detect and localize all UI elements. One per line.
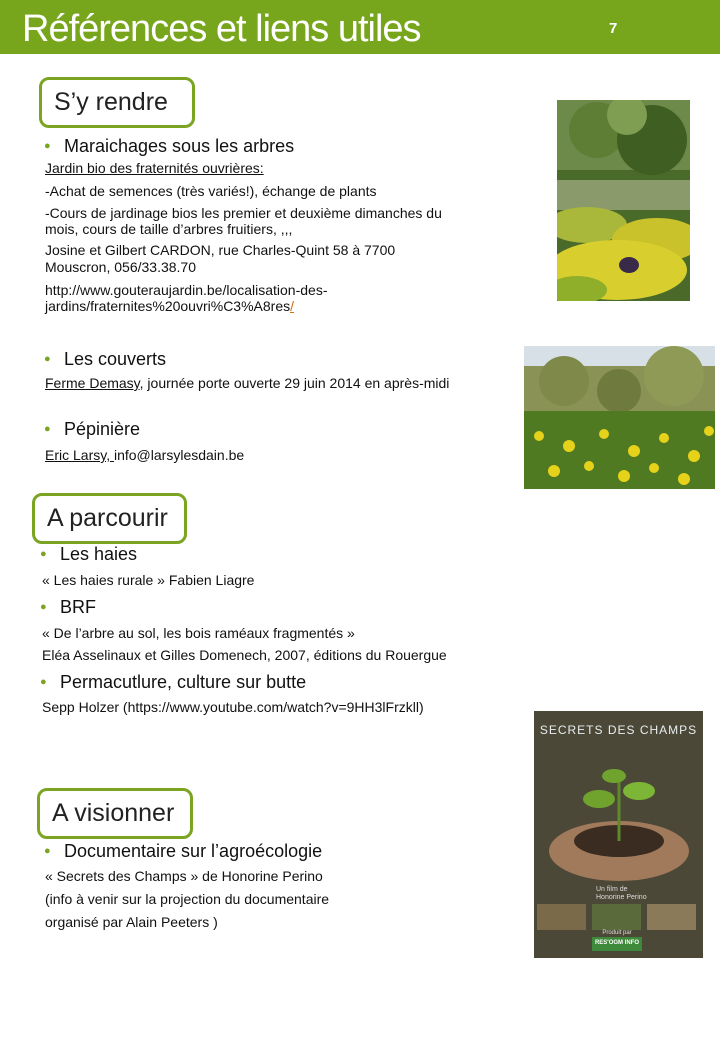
bullet-dot: ● — [44, 353, 51, 365]
url-text[interactable]: jardins/fraternites%20ouvri%C3%A8res — [45, 298, 291, 314]
text-line: mois, cours de taille d’arbres fruitiers, ,,, — [45, 221, 293, 237]
poster-credit-2: Honorine Perino — [596, 894, 647, 901]
text-line: -Cours de jardinage bios les premier et deuxième dimanches du — [45, 205, 442, 221]
bullet-brf — [40, 597, 96, 618]
couverts-line — [45, 375, 449, 392]
bullet-title: BRF — [60, 597, 96, 617]
url-slash[interactable]: / — [290, 298, 294, 314]
text: , journée porte ouverte 29 juin 2014 en après-midi — [139, 375, 450, 391]
text-line: (info à venir sur la projection du documentaire — [45, 891, 330, 907]
garden-photo — [557, 100, 690, 301]
bullet-documentaire — [44, 841, 322, 862]
bullet-title: Maraichages sous les arbres — [64, 136, 295, 156]
bullet-dot: ● — [44, 140, 51, 152]
text-line: « De l’arbre au sol, les bois raméaux fragmentés » — [42, 625, 355, 641]
section-heading-s-y-rendre: S’y rendre — [39, 77, 195, 128]
bullet-title: Pépinière — [64, 419, 141, 439]
garden-illustration — [557, 100, 690, 301]
poster-title: SECRETS DES CHAMPS — [539, 723, 698, 737]
text-line: Sepp Holzer (https://www.youtube.com/watch?v=9HH3lFrzkll) — [42, 699, 424, 715]
page-title: Références et liens utiles — [22, 8, 421, 50]
email: info@larsylesdain.be — [113, 447, 245, 463]
bullet-title: Permacutlure, culture sur butte — [60, 672, 307, 692]
section-heading-a-parcourir: A parcourir — [32, 493, 187, 544]
bullet-les-haies — [40, 544, 137, 565]
bullet-title: Documentaire sur l’agroécologie — [64, 841, 323, 861]
text-line: Mouscron, 056/33.38.70 — [45, 259, 196, 275]
header-bar — [0, 0, 720, 54]
url-line-1[interactable]: http://www.gouteraujardin.be/localisation-des- — [45, 282, 328, 298]
text-line: organisé par Alain Peeters ) — [45, 914, 218, 930]
poster-produced: Produit par — [602, 930, 632, 936]
eric-larsy-link[interactable]: Eric Larsy, — [45, 447, 114, 463]
text-line: Josine et Gilbert CARDON, rue Charles-Quint 58 à 7700 — [45, 242, 396, 258]
bullet-dot: ● — [40, 676, 47, 688]
bullet-title: Les haies — [60, 544, 138, 564]
text-line: « Les haies rurale » Fabien Liagre — [42, 572, 255, 588]
text-line: Eléa Asselinaux et Gilles Domenech, 2007, éditions du Rouergue — [42, 647, 447, 663]
poster-illustration — [534, 711, 703, 958]
bullet-les-couverts — [44, 349, 166, 370]
pepiniere-line — [45, 447, 244, 464]
bullet-pepiniere — [44, 419, 140, 440]
bullet-dot: ● — [40, 601, 47, 613]
bullet-dot: ● — [44, 845, 51, 857]
section-heading-a-visionner: A visionner — [37, 788, 193, 839]
page-number: 7 — [609, 20, 618, 37]
text-line: « Secrets des Champs » de Honorine Perino — [45, 868, 323, 884]
poster-credit — [596, 886, 647, 902]
ferme-demasy-link[interactable]: Ferme Demasy — [45, 375, 140, 391]
field-photo — [524, 346, 715, 489]
url-line-2[interactable] — [45, 298, 294, 315]
bullet-maraichages — [44, 136, 294, 157]
bullet-dot: ● — [40, 548, 47, 560]
movie-poster — [534, 711, 703, 958]
field-illustration — [524, 346, 715, 489]
poster-producer: RES'OGM INFO — [594, 940, 640, 946]
bullet-title: Les couverts — [64, 349, 167, 369]
text-line: -Achat de semences (très variés!), échange de plants — [45, 183, 377, 199]
poster-credit-1: Un film de — [596, 886, 628, 893]
bullet-dot: ● — [44, 423, 51, 435]
jardin-bio-link[interactable]: Jardin bio des fraternités ouvrières: — [45, 160, 264, 176]
bullet-permaculture — [40, 672, 306, 693]
